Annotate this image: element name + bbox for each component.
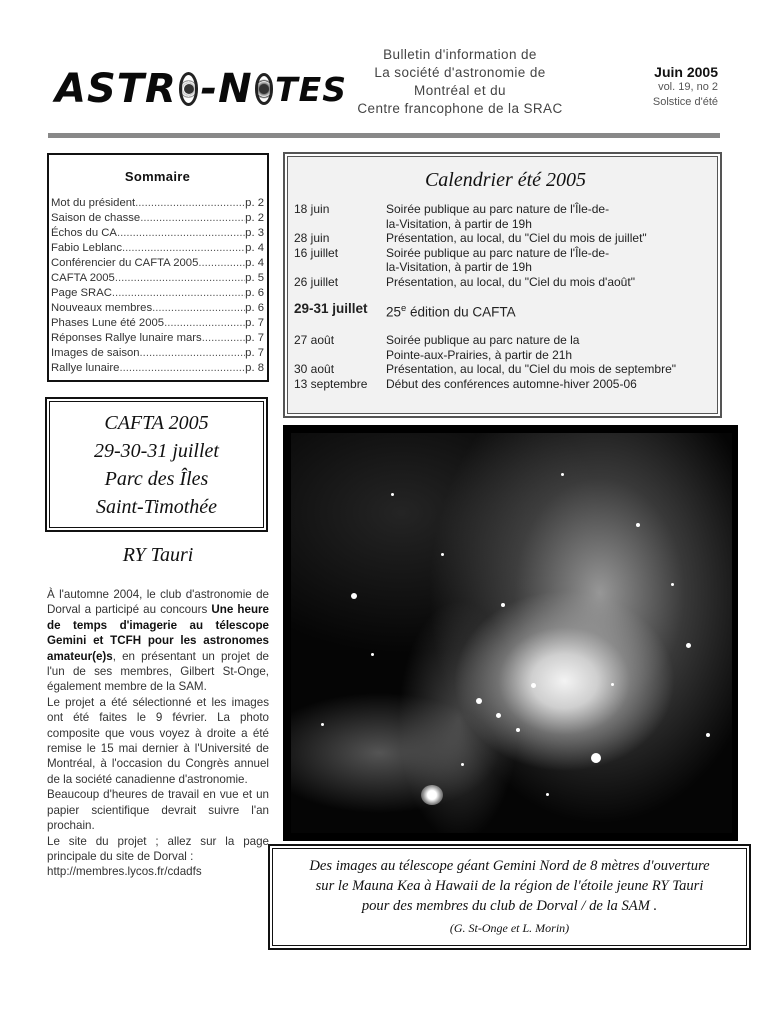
toc-item-title: Phases Lune été 2005 [51, 317, 165, 329]
toc-title: Sommaire [124, 169, 191, 184]
calendar-event [294, 333, 717, 362]
star [441, 553, 444, 556]
astro-notes-logo [55, 60, 347, 118]
event-date: 16 juillet [294, 245, 339, 260]
toc-item-page: p. 7 [245, 347, 264, 359]
article-text: , en présentant un projet de l'un de ses membres, Gilbert St-Onge, également membre de la SAM. [47, 649, 269, 694]
toc-leader [140, 346, 246, 361]
toc-item[interactable] [51, 241, 264, 256]
event-date: 13 septembre [294, 376, 368, 391]
toc-item-title: Saison de chasse [51, 212, 141, 224]
star [546, 793, 549, 796]
toc-item-title: Page SRAC [51, 287, 112, 299]
issue-season: Solstice d'été [652, 96, 718, 108]
article-bold-text: Une heure de temps d'imagerie au télescope Gemini et TCFH pour les astronomes amateur(e)s [47, 603, 269, 663]
star [321, 723, 324, 726]
publisher-line: Montréal et du [414, 83, 506, 98]
article-paragraph: Beaucoup d'heures de travail en vue et un papier scientifique devrait suivre l'an prochain. [47, 788, 269, 833]
cafta-venue: Parc des Îles [104, 467, 209, 490]
event-desc: la-Visitation, à partir de 19h [386, 216, 532, 231]
star [636, 523, 640, 527]
article-paragraph: Le projet a été sélectionné et les images ont été faites le 9 février. La photo composite que vous voyez à droite a été remise le 15 mai dernier à l'Université de Montréal, à l'occasion du Congrès annuel de la société canadienne d'astronomie. [47, 695, 269, 786]
toc-item-page: p. 4 [245, 242, 264, 254]
article-paragraph: Le site du projet ; allez sur la page principale du site de Dorval : [47, 834, 269, 863]
event-date: 26 juillet [294, 274, 339, 289]
toc-item[interactable] [51, 256, 264, 271]
star [476, 698, 482, 704]
summer-calendar-inner [287, 156, 718, 414]
cafta-dates: 29-30-31 juillet [94, 439, 219, 462]
toc-item-title: Mot du président [51, 197, 136, 209]
event-desc: Pointe-aux-Prairies, à partir de 21h [386, 347, 573, 362]
toc-item-page: p. 7 [245, 317, 264, 329]
star [531, 683, 536, 688]
event-desc: Présentation, au local, du "Ciel du mois de juillet" [386, 231, 647, 245]
article-paragraph [47, 587, 269, 695]
event-desc: la-Visitation, à partir de 19h [386, 260, 532, 274]
event-date: 18 juin [294, 202, 330, 216]
star [516, 728, 520, 732]
toc-item[interactable] [51, 286, 264, 301]
project-url-link[interactable]: http://membres.lycos.fr/cdadfs [47, 865, 202, 879]
toc-item-title: Images de saison [51, 347, 140, 359]
toc-item[interactable] [51, 316, 264, 331]
society-seal-icon [255, 73, 274, 105]
event-date: 28 juin [294, 231, 330, 245]
star [461, 763, 464, 766]
header-divider [48, 133, 720, 138]
edition-suffix: e [401, 303, 407, 314]
calendar-event [294, 246, 717, 275]
logo-text-astr: ASTR [55, 66, 177, 112]
calendar-event-highlight [294, 302, 717, 320]
calendar-event [294, 202, 717, 231]
star [686, 643, 691, 648]
photo-caption-inner [272, 848, 747, 946]
star [496, 713, 501, 718]
toc-item[interactable] [51, 331, 264, 346]
summer-calendar [283, 152, 722, 418]
toc-item-page: p. 7 [245, 332, 264, 344]
publisher-line: Bulletin d'information de [383, 47, 537, 62]
event-desc: Soirée publique au parc nature de l'Île-de- [386, 245, 610, 260]
event-desc: Début des conférences automne-hiver 2005-06 [386, 376, 637, 391]
toc-item[interactable] [51, 196, 264, 211]
toc-leader [202, 331, 245, 346]
toc-item-page: p. 2 [245, 212, 264, 224]
toc-item-page: p. 6 [245, 287, 264, 299]
issue-date: Juin 2005 [654, 64, 718, 80]
calendar-event [294, 275, 717, 290]
event-date: 29-31 juillet [294, 301, 368, 316]
star [591, 753, 601, 763]
toc-item-title: Conférencier du CAFTA 2005 [51, 257, 199, 269]
telescope-emblem-icon [179, 72, 199, 106]
toc-item-title: Rallye lunaire [51, 362, 120, 374]
toc-item-title: Nouveaux membres [51, 302, 153, 314]
calendar-event [294, 231, 717, 246]
event-date: 30 août [294, 362, 335, 376]
star [611, 683, 614, 686]
toc-leader [152, 301, 245, 316]
publisher-line: Centre francophone de la SRAC [357, 101, 563, 116]
issue-volume: vol. 19, no 2 [658, 81, 718, 93]
cafta-announcement-inner [49, 401, 264, 528]
toc-leader [122, 241, 245, 256]
edition-number: 25 [386, 304, 402, 320]
cafta-town: Saint-Timothée [95, 495, 218, 518]
toc-leader [140, 211, 245, 226]
caption-line: pour des membres du club de Dorval / de la SAM . [361, 898, 658, 914]
article-text: À l'automne 2004, le club d'astronomie de Dorval a participé au concours [47, 588, 269, 617]
toc-item[interactable] [51, 346, 264, 361]
toc-item[interactable] [51, 271, 264, 286]
toc-item-page: p. 8 [245, 362, 264, 374]
photo-credit: (G. St-Onge et L. Morin) [449, 921, 570, 935]
publisher-info [350, 46, 570, 118]
toc-leader [117, 226, 245, 241]
star [351, 593, 357, 599]
calendar-event [294, 362, 717, 377]
star [706, 733, 710, 737]
article-body [47, 587, 269, 880]
photo-caption [268, 844, 751, 950]
table-of-contents [47, 153, 269, 382]
star [561, 473, 564, 476]
toc-item-page: p. 2 [245, 197, 264, 209]
toc-item-title: Échos du CA [51, 227, 117, 239]
toc-leader [119, 361, 245, 376]
toc-leader [135, 196, 245, 211]
publisher-line: La société d'astronomie de [374, 65, 546, 80]
toc-item-title: Fabio Leblanc [51, 242, 122, 254]
event-desc: Présentation, au local, du "Ciel du mois de septembre" [386, 362, 677, 376]
star [371, 653, 374, 656]
article-title: RY Tauri [122, 544, 194, 566]
toc-leader [198, 256, 245, 271]
event-date: 27 août [294, 333, 335, 347]
logo-text-tes: TES [275, 69, 347, 109]
toc-item[interactable] [51, 211, 264, 226]
toc-item-title: Réponses Rallye lunaire mars [51, 332, 202, 344]
star [501, 603, 505, 607]
event-desc: Présentation, au local, du "Ciel du mois d'août" [386, 274, 635, 289]
logo-text-n: -N [200, 66, 253, 112]
bright-star [421, 785, 443, 805]
toc-leader [164, 316, 245, 331]
cafta-name: CAFTA 2005 [104, 411, 209, 434]
toc-item-page: p. 5 [245, 272, 264, 284]
star [671, 583, 674, 586]
cafta-announcement [45, 397, 268, 532]
issue-info [598, 64, 718, 110]
calendar-title: Calendrier été 2005 [424, 169, 587, 191]
toc-leader [112, 286, 245, 301]
caption-line: Des images au télescope géant Gemini Nord de 8 mètres d'ouverture [309, 858, 710, 874]
event-desc: édition du CAFTA [406, 304, 516, 320]
toc-item-page: p. 6 [245, 302, 264, 314]
toc-item[interactable] [51, 301, 264, 316]
caption-line: sur le Mauna Kea à Hawaii de la région de l'étoile jeune RY Tauri [315, 878, 704, 894]
star [391, 493, 394, 496]
toc-leader [115, 271, 245, 286]
event-desc: Soirée publique au parc nature de la [386, 333, 580, 347]
nebula-photo-frame [283, 425, 738, 841]
event-desc: Soirée publique au parc nature de l'Île-de- [386, 202, 610, 216]
toc-item[interactable] [51, 226, 264, 241]
calendar-event [294, 377, 717, 392]
toc-item-title: CAFTA 2005 [51, 272, 115, 284]
toc-item-page: p. 3 [245, 227, 264, 239]
toc-item-page: p. 4 [245, 257, 264, 269]
toc-item[interactable] [51, 361, 264, 376]
ry-tauri-nebula-image [291, 433, 732, 833]
